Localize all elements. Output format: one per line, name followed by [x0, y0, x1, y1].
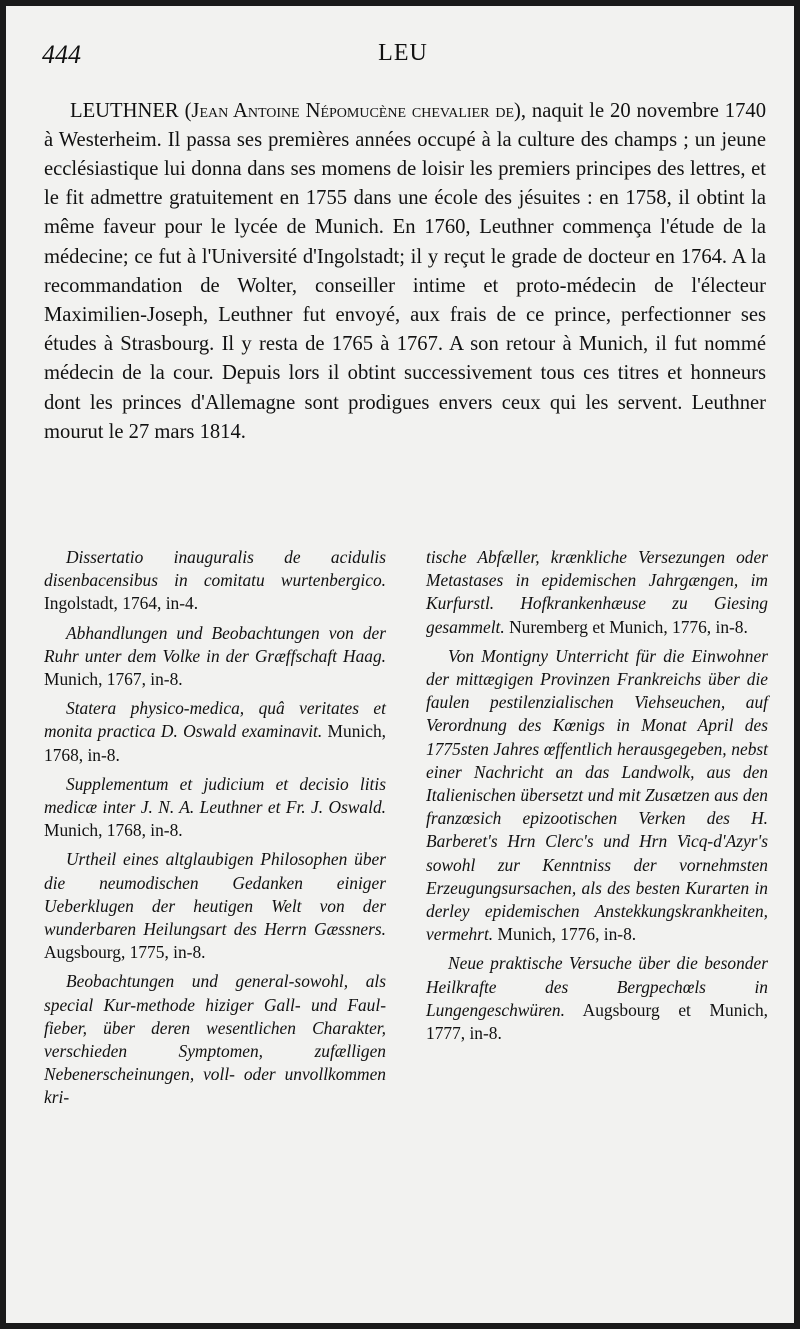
entry-title: Statera physico-medica, quâ veritates et monita practica D. Oswald examinavit.: [44, 698, 386, 742]
entry-title: Neue praktische Versuche über die besonder Heilkrafte des Bergpechœls in Lungengeschwüren.: [426, 953, 768, 1020]
entry-title: Von Montigny Unterricht für die Einwohner der mittægigen Provinzen Frankreichs über die faulen pestilenzialischen Viehseuchen, auf Verordnung des Kœnigs in Monat April des 1775sten Jahres œffentlich herausgegeben, nebst einer Nachricht an das Landwolk, aus den Italienischen übersetzt und mit Zusætzen aus den franzœsich epizootischen Verken des H. Barberet's Hrn Clerc's und Hrn Vicq-d'Azyr's sowohl zur Kenntniss der vornehmsten Erzeugungsursachen, als des besten Kurarten in derley epidemischen Anstekkungskrankheiten, vermehrt.: [426, 645, 768, 945]
bibliography-entry: [44, 546, 386, 616]
entry-imprint: Munich, 1768, in-8.: [44, 721, 386, 765]
bibliography-entry: [44, 773, 386, 843]
bibliography-entry: [44, 622, 386, 692]
bibliography-entry: [426, 645, 768, 947]
entry-title: Urtheil eines altglaubigen Philosophen über die neumodischen Gedanken einiger Ueberklugen der heutigen Welt von der wunderbaren Heilungsart des Herrn Gæssners.: [44, 849, 386, 940]
entry-imprint: Nuremberg et Munich, 1776, in-8.: [509, 616, 748, 637]
bibliography: [44, 546, 768, 1116]
entry-title: Supplementum et judicium et decisio litis medicæ inter J. N. A. Leuthner et Fr. J. Oswald.: [44, 773, 386, 818]
entry-imprint: Munich, 1768, in-8.: [44, 820, 183, 841]
bibliography-right-column: [426, 546, 768, 1116]
entry-imprint: Augsbourg et Munich, 1777, in-8.: [426, 999, 768, 1044]
entry-imprint: Ingolstadt, 1764, in-4.: [44, 593, 199, 614]
entry-imprint: Munich, 1767, in-8.: [44, 669, 183, 690]
biography-name: LEUTHNER (Jean Antoine Népomucène chevalier de),: [70, 99, 527, 122]
bibliography-entry: [426, 546, 768, 639]
biography-text: naquit le 20 novembre 1740 à Westerheim. Il passa ses premières années occupé à la culture des champs ; un jeune ecclésiastique lui donna dans ses momens de loisir les premiers principes des lettres, et le fit admettre gratuitement en 1755 dans une école des jésuites : en 1758, il obtint la même faveur pour le lycée de Munich. En 1760, Leuthner commença l'étude de la médecine; ce fut à l'Université d'Ingolstadt; il y reçut le grade de docteur en 1764. A la recommandation de Wolter, conseiller intime et proto-médecin de l'électeur Maximilien-Joseph, Leuthner fut envoyé, aux frais de ce prince, perfectionner ses études à Strasbourg. Il y resta de 1765 à 1767. A son retour à Munich, il fut nommé médecin de la cour. Depuis lors il obtint successivement tous ces titres et honneurs dont les princes d'Allemagne sont prodigues envers ceux qui les servent. Leuthner mourut le 27 mars 1814.: [44, 99, 766, 443]
bibliography-entry: [44, 697, 386, 767]
bibliography-left-column: [44, 546, 386, 1116]
entry-title: Beobachtungen und general-sowohl, als special Kur-methode hiziger Gall- und Faul-fieber, über deren wesentlichen Charakter, verschieden Symptomen, zufælligen Nebenerscheinungen, voll- oder unvollkommen kri-: [44, 971, 386, 1108]
page-header: [42, 40, 764, 74]
bibliography-entry: [44, 970, 386, 1109]
entry-title: Dissertatio inauguralis de acidulis disenbacensibus in comitatu wurtenbergico.: [44, 547, 386, 591]
entry-title: Abhandlungen und Beobachtungen von der Ruhr unter dem Volke in der Græffschaft Haag.: [44, 622, 386, 666]
bibliography-entry: [426, 952, 768, 1045]
biography-paragraph: [44, 97, 766, 447]
entry-imprint: Augsbourg, 1775, in-8.: [44, 942, 206, 963]
page-number: 444: [42, 40, 81, 69]
entry-title: tische Abfæller, krænkliche Versezungen oder Metastases in epidemischen Jahrgængen, im Kurfurstl. Hofkrankenhæuse zu Giesing gesammelt.: [426, 547, 768, 637]
bibliography-entry: [44, 848, 386, 964]
entry-imprint: Munich, 1776, in-8.: [497, 924, 637, 945]
running-head: LEU: [378, 40, 428, 66]
